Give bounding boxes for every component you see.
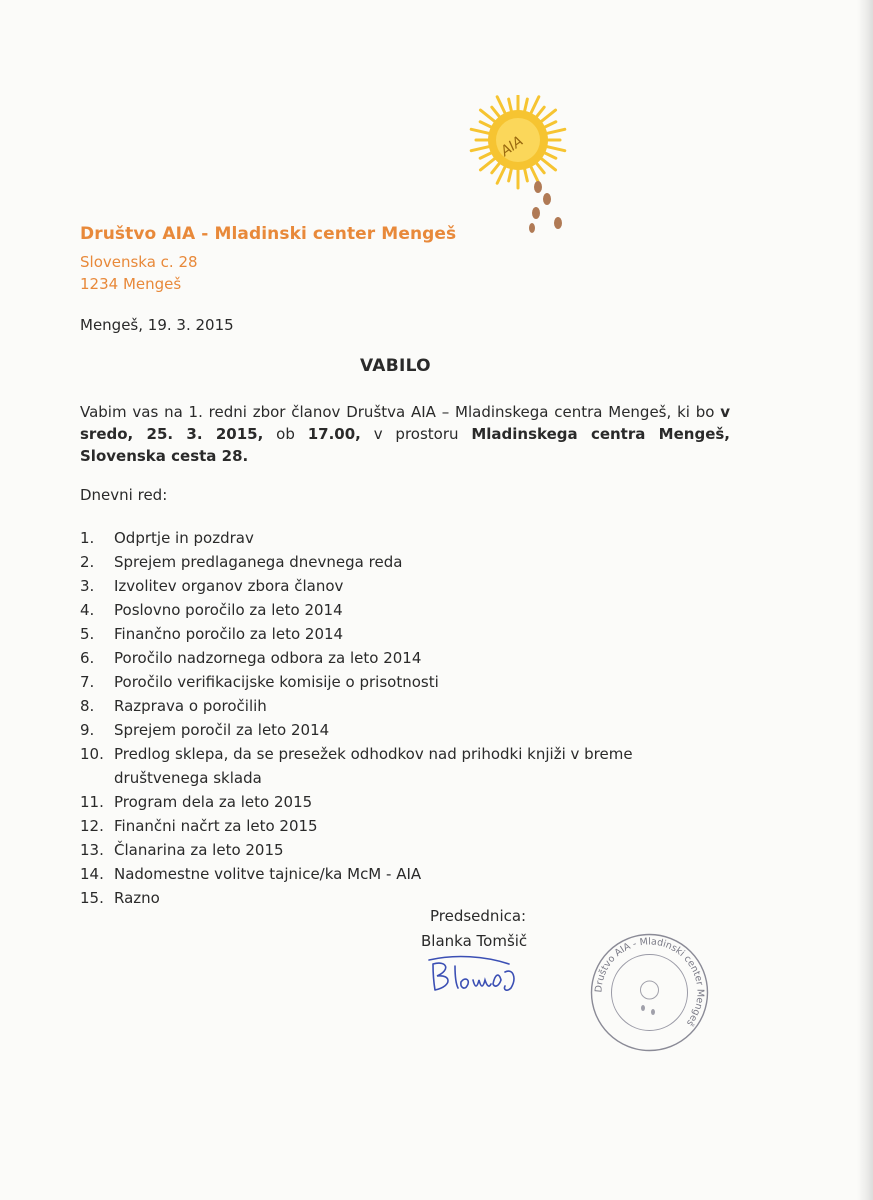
agenda-item-number: 10. — [80, 745, 104, 763]
agenda-item-text: Poročilo nadzornega odbora za leto 2014 — [114, 649, 422, 667]
agenda-item-text: Razprava o poročilih — [114, 697, 267, 715]
sun-ray — [547, 147, 565, 151]
agenda-item-text: Predlog sklepa, da se presežek odhodkov nad prihodki knjiži v breme — [114, 745, 633, 763]
agenda-item — [80, 719, 760, 743]
agenda-item-number: 12. — [80, 817, 104, 835]
agenda-item-text: Nadomestne volitve tajnice/ka McM - AIA — [114, 865, 422, 883]
agenda-item-number: 13. — [80, 841, 104, 859]
sun-ray — [547, 129, 565, 133]
document-date: Mengeš, 19. 3. 2015 — [80, 316, 234, 334]
agenda-item — [80, 551, 760, 575]
sun-ray — [525, 169, 528, 181]
sun-ray — [480, 159, 494, 170]
sun-ray — [541, 110, 555, 121]
agenda-item-text: Program dela za leto 2015 — [114, 793, 313, 811]
agenda-item-number: 6. — [80, 649, 95, 667]
agenda-item-text: Poročilo verifikacijske komisije o prisotnosti — [114, 673, 439, 691]
agenda-item — [80, 887, 760, 911]
signatory-name: Blanka Tomšič — [421, 932, 528, 950]
signatory-role: Predsednica: — [430, 907, 527, 925]
agenda-item-number: 4. — [80, 601, 95, 619]
sun-ray — [492, 107, 499, 116]
agenda-item-number: 3. — [80, 577, 95, 595]
sun-ray — [545, 153, 556, 158]
sun-ray — [492, 163, 499, 172]
agenda-item-text: Finančni načrt za leto 2015 — [114, 817, 318, 835]
sun-footprints-logo-icon — [460, 95, 600, 245]
sun-ray — [537, 107, 544, 116]
agenda-item-text: Članarina za leto 2015 — [114, 841, 284, 859]
agenda-item — [80, 647, 760, 671]
svg-text:AIA: AIA — [498, 133, 527, 160]
agenda-list — [80, 527, 760, 911]
meeting-time: 17.00, — [307, 425, 361, 443]
sun-ray — [497, 97, 505, 113]
agenda-item-text: Sprejem poročil za leto 2014 — [114, 721, 330, 739]
sun-ray — [480, 122, 491, 127]
agenda-item-number: 5. — [80, 625, 95, 643]
agenda-item — [80, 599, 760, 623]
agenda-item — [80, 575, 760, 599]
agenda-item — [80, 791, 760, 815]
agenda-item-text: Poslovno poročilo za leto 2014 — [114, 601, 343, 619]
meeting-location: Mladinskega centra Mengeš, Slovenska cesta 28. — [80, 425, 730, 465]
svg-text:Društvo AIA - Mladinski center: Društvo AIA - Mladinski center Mengeš — [593, 936, 706, 1029]
sun-ray — [541, 159, 555, 170]
agenda-item-text: Odprtje in pozdrav — [114, 529, 254, 547]
intro-text-1: Vabim vas na 1. redni zbor članov Društva AIA – Mladinskega centra Mengeš, ki bo — [80, 403, 721, 421]
sun-ray — [537, 163, 544, 172]
sun-ray — [525, 99, 528, 111]
agenda-item-number: 7. — [80, 673, 95, 691]
document-title: VABILO — [360, 356, 431, 376]
sun-ray — [497, 167, 505, 183]
sun-ray — [531, 97, 539, 113]
sun-ray — [531, 167, 539, 183]
agenda-item — [80, 863, 760, 887]
invitation-paragraph — [80, 401, 730, 467]
agenda-item-text: Sprejem predlaganega dnevnega reda — [114, 553, 403, 571]
agenda-item — [80, 743, 760, 791]
meeting-date: v sredo, 25. 3. 2015, — [80, 403, 730, 443]
sun-ray — [471, 147, 489, 151]
sun-ray — [509, 99, 512, 111]
agenda-item-text: Razno — [114, 889, 160, 907]
sun-ray — [480, 153, 491, 158]
organization-name: Društvo AIA - Mladinski center Mengeš — [80, 224, 457, 244]
sun-ray — [545, 122, 556, 127]
agenda-item-number: 9. — [80, 721, 95, 739]
agenda-item — [80, 527, 760, 551]
agenda-item — [80, 695, 760, 719]
agenda-item — [80, 815, 760, 839]
address-street: Slovenska c. 28 — [80, 253, 198, 271]
sun-ray — [480, 110, 494, 121]
sun-ray — [471, 129, 489, 133]
agenda-item-number: 14. — [80, 865, 104, 883]
agenda-item — [80, 623, 760, 647]
agenda-item-number: 8. — [80, 697, 95, 715]
scan-edge-shadow — [857, 0, 873, 1200]
agenda-item — [80, 671, 760, 695]
intro-text-2: ob — [263, 425, 308, 443]
intro-text-3: v prostoru — [360, 425, 472, 443]
agenda-label: Dnevni red: — [80, 486, 168, 504]
address-city: 1234 Mengeš — [80, 275, 182, 293]
agenda-item-text: Finančno poročilo za leto 2014 — [114, 625, 344, 643]
agenda-item — [80, 839, 760, 863]
agenda-item-number: 1. — [80, 529, 95, 547]
sun-ray — [509, 169, 512, 181]
official-stamp-icon — [587, 930, 712, 1055]
agenda-item-number: 11. — [80, 793, 104, 811]
agenda-item-number: 15. — [80, 889, 104, 907]
agenda-item-number: 2. — [80, 553, 95, 571]
handwritten-signature — [425, 950, 525, 1000]
agenda-item-text: Izvolitev organov zbora članov — [114, 577, 344, 595]
agenda-item-text-continued: društvenega sklada — [114, 769, 262, 787]
